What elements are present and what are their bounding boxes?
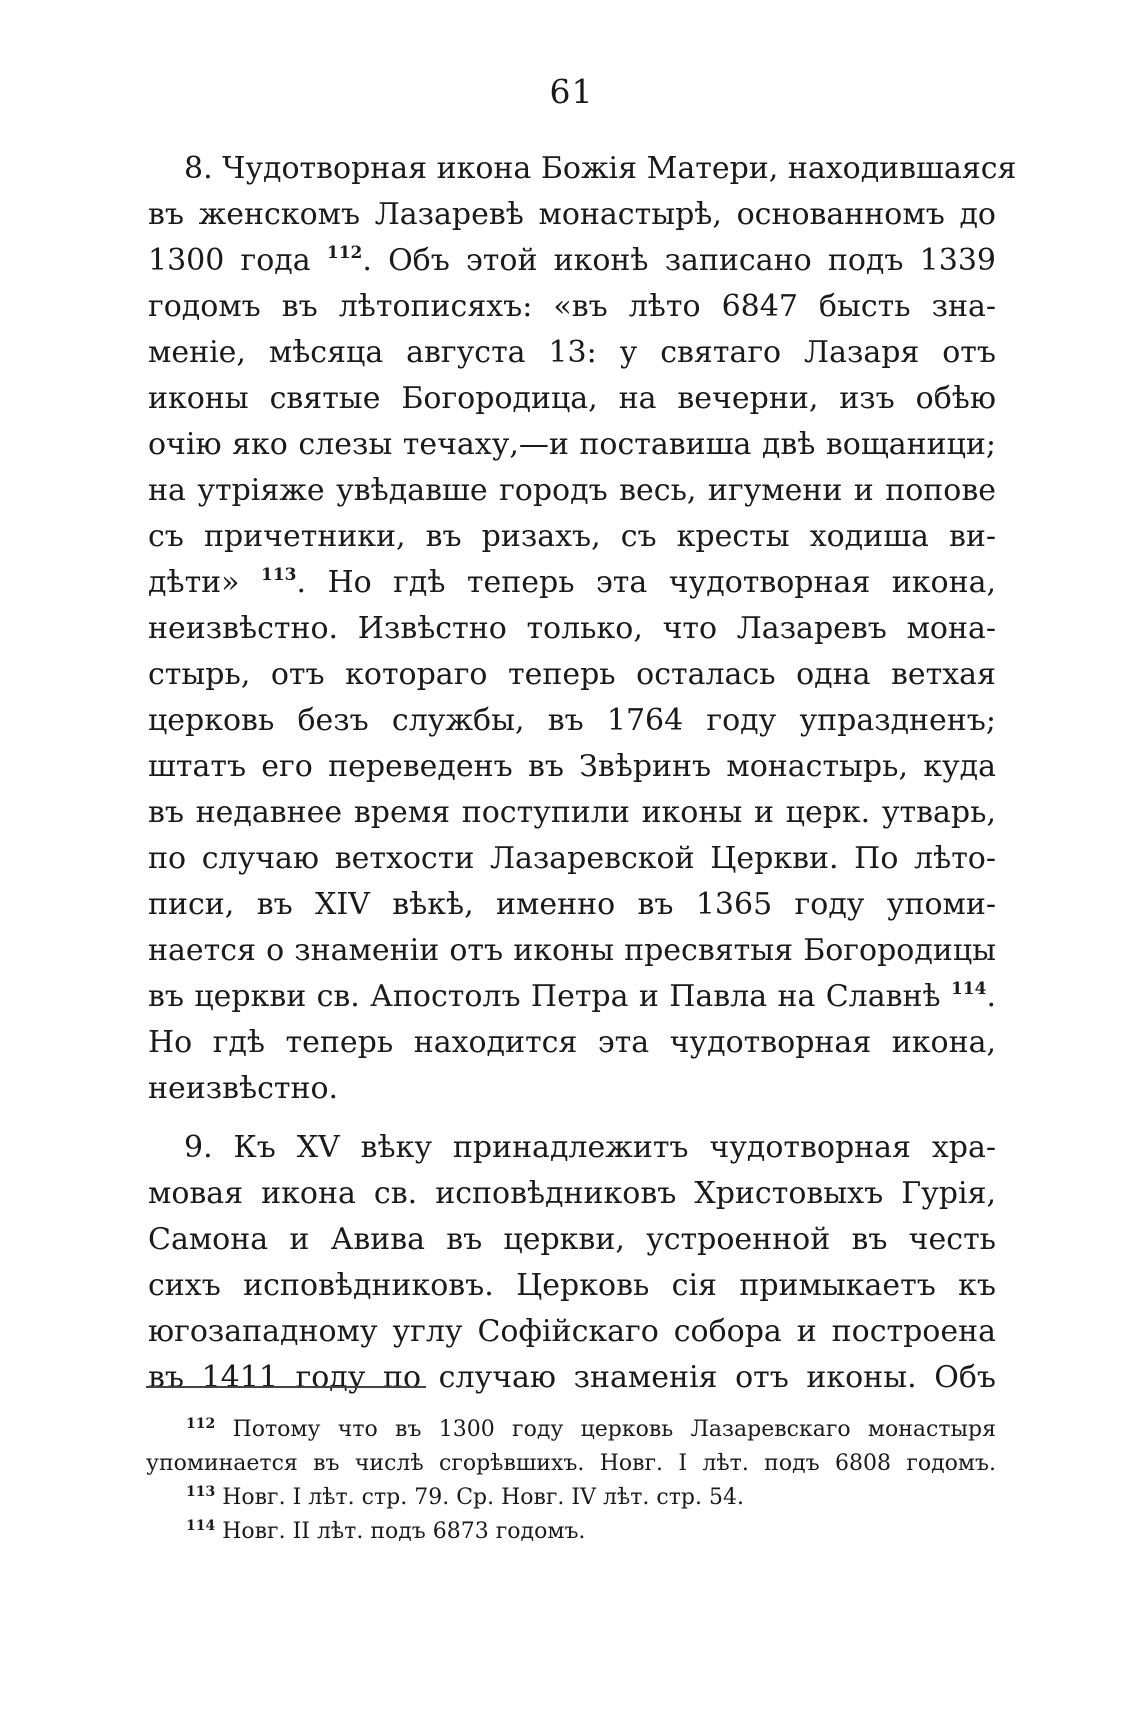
paragraph-8-line: неизвѣстно. Извѣстно только, что Лазаревъ мона- — [148, 611, 996, 646]
paragraph-8-line — [148, 974, 996, 1020]
paragraph-8-line: годомъ въ лѣтописяхъ: «въ лѣто 6847 бысть зна- — [148, 289, 996, 324]
paragraph-8-line — [148, 560, 996, 606]
paragraph-8-line: стырь, отъ котораго теперь осталась одна ветхая — [148, 657, 996, 692]
paragraph-8-line: 8. Чудотворная икона Божія Матери, находившаяся — [184, 151, 1017, 186]
text-run: . Объ этой иконѣ записано подъ 1339 — [362, 243, 996, 278]
footnote-number: 113 — [186, 1484, 216, 1500]
footnote-ref-114[interactable]: 114 — [950, 979, 987, 999]
paragraph-8-line: въ женскомъ Лазаревѣ монастырѣ, основанномъ до — [148, 197, 996, 232]
footnote-113 — [146, 1481, 996, 1515]
text-run: дѣти» — [148, 565, 240, 600]
paragraph-9-line: сихъ исповѣдниковъ. Церковь сія примыкаетъ къ — [148, 1268, 996, 1303]
paragraph-8-line: штатъ его переведенъ въ Звѣринъ монастырь, куда — [148, 749, 996, 784]
footnote-114 — [146, 1515, 996, 1549]
footnote-number: 114 — [186, 1518, 216, 1534]
paragraph-9-line: мовая икона св. исповѣдниковъ Христовыхъ Гурія, — [148, 1176, 996, 1211]
paragraph-8-line — [148, 238, 996, 284]
paragraph-8-line: неизвѣстно. — [148, 1071, 339, 1106]
paragraph-8-line: на утріяже увѣдавше городъ весь, игумени и попове — [148, 473, 996, 508]
footnote-112-continued: упоминается въ числѣ сгорѣвшихъ. Новг. I лѣт. подъ 6808 годомъ. — [146, 1451, 996, 1476]
paragraph-9-line: Самона и Авива въ церкви, устроенной въ честь — [148, 1222, 996, 1257]
footnote-number: 112 — [186, 1416, 216, 1432]
paragraph-8-line: писи, въ XIV вѣкѣ, именно въ 1365 году упоми- — [148, 887, 996, 922]
page-number: 61 — [549, 72, 594, 111]
footnote-text: Новг. II лѣт. подъ 6873 годомъ. — [222, 1519, 586, 1544]
text-run: 1300 года — [148, 243, 311, 278]
paragraph-8-line: нается о знаменіи отъ иконы пресвятыя Богородицы — [148, 933, 996, 968]
text-run: . Но гдѣ теперь эта чудотворная икона, — [296, 565, 996, 600]
footnote-ref-112[interactable]: 112 — [326, 243, 363, 263]
text-run: въ церкви св. Апостолъ Петра и Павла на Славнѣ — [148, 979, 941, 1014]
paragraph-9-line: югозападному углу Софійскаго собора и построена — [148, 1314, 996, 1349]
paragraph-9-line: 9. Къ XV вѣку принадлежитъ чудотворная хра- — [184, 1130, 996, 1165]
footnote-text: Потому что въ 1300 году церковь Лазаревскаго монастыря — [232, 1417, 996, 1442]
paragraph-8-line: Но гдѣ теперь находится эта чудотворная икона, — [148, 1025, 996, 1060]
body-text — [148, 146, 1017, 1401]
paragraph-8-line: по случаю ветхости Лазаревской Церкви. По лѣто- — [148, 841, 996, 876]
paragraph-8-line: иконы святые Богородица, на вечерни, изъ обѣю — [148, 381, 996, 416]
paragraph-8-line: съ причетники, въ ризахъ, съ кресты ходиша ви- — [148, 519, 996, 554]
paragraph-9-line: въ 1411 году по случаю знаменія отъ иконы. Объ — [148, 1360, 996, 1395]
text-run: . — [986, 979, 996, 1014]
paragraph-8-line: въ недавнее время поступили иконы и церк. утварь, — [148, 795, 996, 830]
footnote-divider — [146, 1386, 426, 1388]
paragraph-8-line: церковь безъ службы, въ 1764 году упраздненъ; — [148, 703, 996, 738]
footnotes — [146, 1413, 996, 1549]
footnote-ref-113[interactable]: 113 — [260, 565, 297, 585]
paragraph-8-line: меніе, мѣсяца августа 13: у святаго Лазаря отъ — [148, 335, 996, 370]
footnote-text: Новг. I лѣт. стр. 79. Ср. Новг. IV лѣт. стр. 54. — [222, 1485, 744, 1510]
paragraph-8-line: очію яко слезы течаху,—и поставиша двѣ вощаници; — [148, 427, 996, 462]
footnote-112 — [146, 1413, 996, 1447]
